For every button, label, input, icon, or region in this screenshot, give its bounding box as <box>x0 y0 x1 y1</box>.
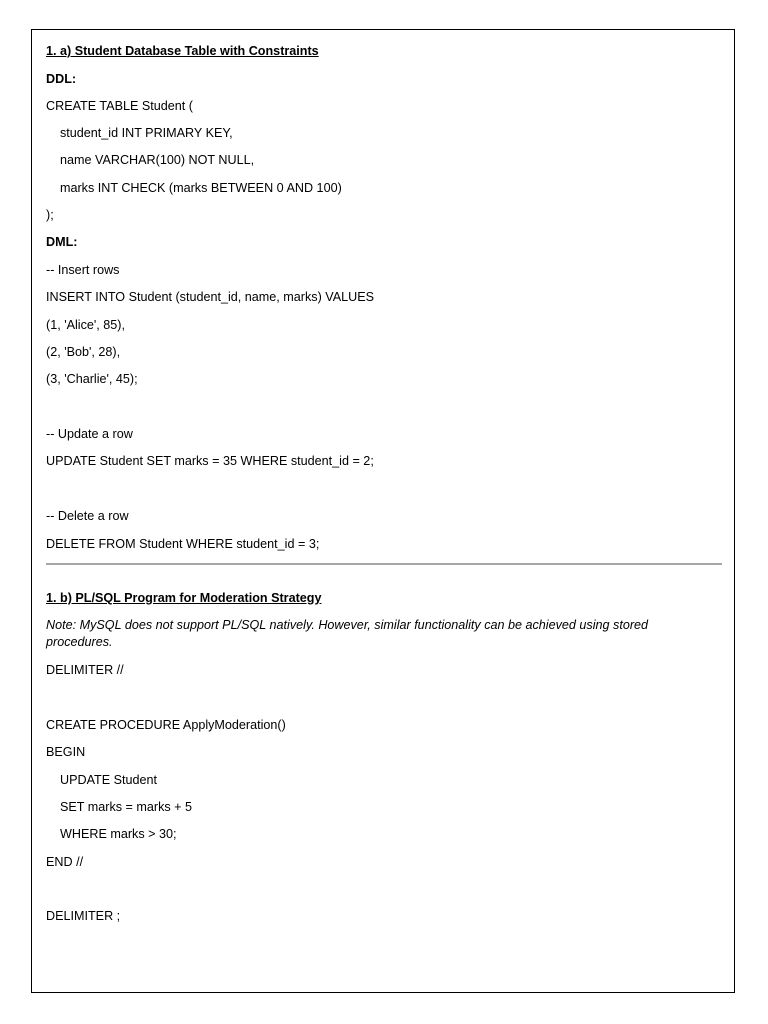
insert-line: (3, 'Charlie', 45); <box>46 372 138 386</box>
delete-comment: -- Delete a row <box>46 509 129 523</box>
ddl-line: marks INT CHECK (marks BETWEEN 0 AND 100) <box>46 181 342 195</box>
procedure-line: UPDATE Student <box>46 773 158 787</box>
insert-line: INSERT INTO Student (student_id, name, marks) VALUES <box>46 290 375 304</box>
update-line: UPDATE Student SET marks = 35 WHERE student_id = 2; <box>46 454 374 468</box>
section-divider <box>46 563 722 565</box>
update-comment: -- Update a row <box>46 427 133 441</box>
note-text: Note: MySQL does not support PL/SQL natively. However, similar functionality can be achieved using stored procedures. <box>46 618 649 649</box>
procedure-line: SET marks = marks + 5 <box>46 800 193 814</box>
ddl-line: CREATE TABLE Student ( <box>46 99 193 113</box>
section-b-heading: 1. b) PL/SQL Program for Moderation Strategy <box>46 591 322 605</box>
ddl-line: name VARCHAR(100) NOT NULL, <box>46 153 255 167</box>
procedure-line: BEGIN <box>46 745 86 759</box>
delete-line: DELETE FROM Student WHERE student_id = 3; <box>46 537 320 551</box>
delimiter-open: DELIMITER // <box>46 663 124 677</box>
ddl-line: ); <box>46 208 54 222</box>
delimiter-close: DELIMITER ; <box>46 909 121 923</box>
section-a-heading: 1. a) Student Database Table with Constraints <box>46 44 319 58</box>
ddl-line: student_id INT PRIMARY KEY, <box>46 126 233 140</box>
ddl-label: DDL: <box>46 72 77 86</box>
insert-line: (1, 'Alice', 85), <box>46 318 125 332</box>
dml-label: DML: <box>46 235 78 249</box>
procedure-line: WHERE marks > 30; <box>46 827 177 841</box>
document-frame <box>31 29 735 993</box>
procedure-line: CREATE PROCEDURE ApplyModeration() <box>46 718 286 732</box>
insert-line: (2, 'Bob', 28), <box>46 345 121 359</box>
procedure-line: END // <box>46 855 84 869</box>
insert-comment: -- Insert rows <box>46 263 120 277</box>
